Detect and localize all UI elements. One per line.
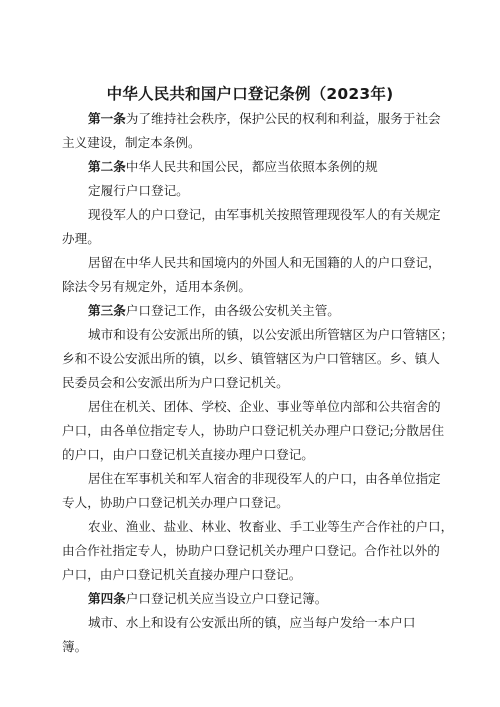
paragraph-line: 由合作社指定专人，协助户口登记机关办理户口登记。合作社以外的 <box>62 543 440 558</box>
military-registration-paragraph <box>62 203 462 251</box>
paragraph-line: 居留在中华人民共和国境内的外国人和无国籍的人的户口登记， <box>88 255 441 270</box>
article-2-paragraph <box>62 155 462 203</box>
paragraph-line: 除法令另有规定外，适用本条例。 <box>62 279 251 294</box>
foreigner-registration-paragraph <box>62 251 462 299</box>
household-booklet-paragraph <box>62 611 462 659</box>
article-1-paragraph <box>62 107 462 155</box>
paragraph-line: 民委员会和公安派出所为户口登记机关。 <box>62 375 289 390</box>
paragraph-line: 居住在机关、团体、学校、企业、事业等单位内部和公共宿舍的 <box>88 399 441 414</box>
paragraph-line <box>62 107 462 131</box>
document-title: 中华人民共和国户口登记条例（2023年) <box>106 85 394 103</box>
paragraph-line: 乡和不设公安派出所的镇，以乡、镇管辖区为户口管辖区。乡、镇人 <box>62 351 440 366</box>
paragraph-text: 中华人民共和国公民，都应当依照本条例的规 <box>125 159 378 174</box>
paragraph-line: 农业、渔业、盐业、林业、牧畜业、手工业等生产合作社的户口， <box>88 519 454 534</box>
paragraph-text: 为了维持社会秩序，保护公民的权利和利益，服务于社会 <box>125 111 441 126</box>
article-label: 第一条 <box>88 111 126 126</box>
paragraph-line: 现役军人的户口登记，由军事机关按照管理现役军人的有关规定 <box>88 207 441 222</box>
article-label: 第三条 <box>88 303 126 318</box>
paragraph-line: 专人，协助户口登记机关办理户口登记。 <box>62 495 289 510</box>
article-label: 第二条 <box>88 159 126 174</box>
paragraph-text: 户口登记工作，由各级公安机关主管。 <box>125 303 340 318</box>
paragraph-line <box>62 155 462 179</box>
paragraph-line: 城市、水上和设有公安派出所的镇，应当每户发给一本户口 <box>88 615 416 630</box>
paragraph-line: 户口，由各单位指定专人，协助户口登记机关办理户口登记;分散居住 <box>62 423 445 438</box>
paragraph-line <box>62 299 462 323</box>
military-housing-paragraph <box>62 467 462 515</box>
jurisdiction-paragraph <box>62 323 462 395</box>
paragraph-line: 居住在军事机关和军人宿舍的非现役军人的户口，由各单位指定 <box>88 471 441 486</box>
paragraph-line <box>62 587 462 611</box>
article-4-paragraph <box>62 587 462 611</box>
article-3-paragraph <box>62 299 462 323</box>
paragraph-line: 主义建设，制定本条例。 <box>62 135 201 150</box>
paragraph-line: 定履行户口登记。 <box>88 183 189 198</box>
paragraph-line: 户口，由户口登记机关直接办理户口登记。 <box>62 567 302 582</box>
paragraph-line: 办理。 <box>62 231 100 246</box>
institution-residence-paragraph <box>62 395 462 467</box>
paragraph-line: 城市和设有公安派出所的镇，以公安派出所管辖区为户口管辖区； <box>88 327 454 342</box>
paragraph-line: 的户口，由户口登记机关直接办理户口登记。 <box>62 447 314 462</box>
article-label: 第四条 <box>88 591 126 606</box>
paragraph-text: 户口登记机关应当设立户口登记簿。 <box>125 591 328 606</box>
paragraph-line: 簿。 <box>62 639 88 654</box>
cooperative-paragraph <box>62 515 462 587</box>
